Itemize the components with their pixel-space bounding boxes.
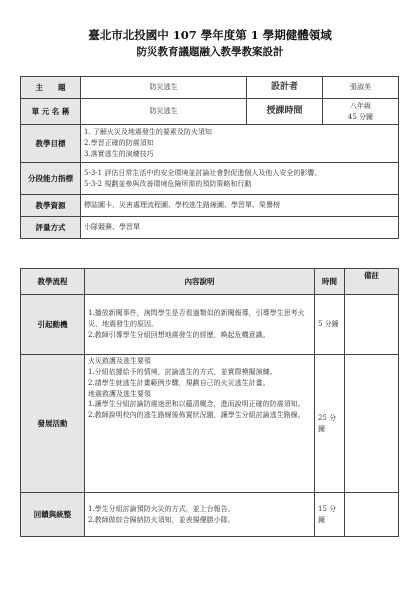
goals-row [21,125,399,163]
grade-duration [323,99,399,125]
topic-label: 主 題 [21,77,81,99]
flow-header: 教學流程 [21,269,85,295]
content-line: 2.教師說明校內的逃生路線後佈置狀況題，讓學生分組討論逃生路線。 [88,411,305,420]
stage-content [85,493,315,537]
stage-time: 25 分鐘 [315,355,345,493]
topic-row [21,77,399,99]
goal-item: 3.落實逃生的演練技巧 [84,149,154,158]
indicators-row [21,163,399,195]
content-line: 2.教師做綜合歸納防火須知，並表揚優勝小隊。 [88,515,235,524]
stage-time: 5 分鐘 [315,295,345,355]
stage-note [345,493,399,537]
content-line: 地震救護及逃生要領 [88,389,151,398]
resources-value: 標誌圖卡、災害處理流程圖、學校逃生路線圖、學習單、榮譽榜 [81,195,399,217]
unit-label: 單 元 名 稱 [21,99,81,125]
topic-value: 防災逃生 [81,77,247,99]
goal-item: 1. 了解火災及地震發生的要素及防火須知 [84,128,212,137]
time-header: 時間 [315,269,345,295]
content-line: 火災救護及逃生要領 [88,357,151,365]
goal-item: 2.學習正確的防震須知 [84,139,154,148]
resources-row [21,195,399,217]
time-label: 授課時間 [247,99,323,125]
content-line: 1.學生分組討論預防火災的方式，並上台報告。 [88,504,235,513]
content-line: 1.分組依據給予的情境，討論逃生的方式，並實際模擬演練。 [88,367,277,376]
resources-label: 教學資源 [21,195,81,217]
indicators-label: 分段能力指標 [21,163,81,195]
stage-content [85,355,315,493]
process-row [21,355,399,493]
content-header: 內容說明 [85,269,315,295]
indicators-cell [81,163,399,195]
stage-note [345,295,399,355]
process-header-row [21,269,399,295]
goals-cell [81,125,399,163]
goals-label: 教學目標 [21,125,81,163]
designer-label: 設計者 [247,77,323,99]
unit-row [21,99,399,125]
designer-value: 張淑美 [323,77,399,99]
process-row [21,493,399,537]
content-line: 2.請學生就逃生計畫範例步驟，規劃自己的火災逃生計畫。 [88,378,270,387]
content-line: 2.教師引導學生分組回想地震發生的經歷，喚起危機意識。 [88,330,270,339]
teaching-process-table [20,268,399,537]
stage-label: 引起動機 [21,295,85,355]
unit-value: 防災逃生 [81,99,247,125]
stage-label: 回饋與統整 [21,493,85,537]
note-header: 備註 [345,269,399,295]
document-title: 臺北市北投國中 107 學年度第 1 學期健體領域 [88,28,332,42]
stage-label: 發展活動 [21,355,85,493]
duration-value: 45 分鐘 [347,112,374,121]
assessment-row [21,217,399,239]
assessment-value: 小隊競賽、學習單 [81,217,399,239]
process-row [21,295,399,355]
stage-content [85,295,315,355]
lesson-info-table [20,76,399,239]
document-subtitle: 防災教育議題融入教學教案設計 [136,46,284,58]
stage-time: 15 分鐘 [315,493,345,537]
indicator-item: 5-3-1 評估日常生活中的安全環境並討論社會對促進個人及他人安全的影響。 [84,168,322,177]
indicator-item: 5-3-2 規劃並參與改善環境危險所需的預防策略和行動 [84,179,252,188]
content-line: 1.讓學生分組討論防震迷思和以蘊清概念，進而說明正確的防震須知。 [88,400,305,409]
assessment-label: 評量方式 [21,217,81,239]
grade-value: 八年級 [350,101,371,110]
content-line: 1.播放新聞事件，詢問學生是否看過類似的新聞報導，引導學生思考火災、地震發生的原因。 [88,309,305,329]
stage-note [345,355,399,493]
